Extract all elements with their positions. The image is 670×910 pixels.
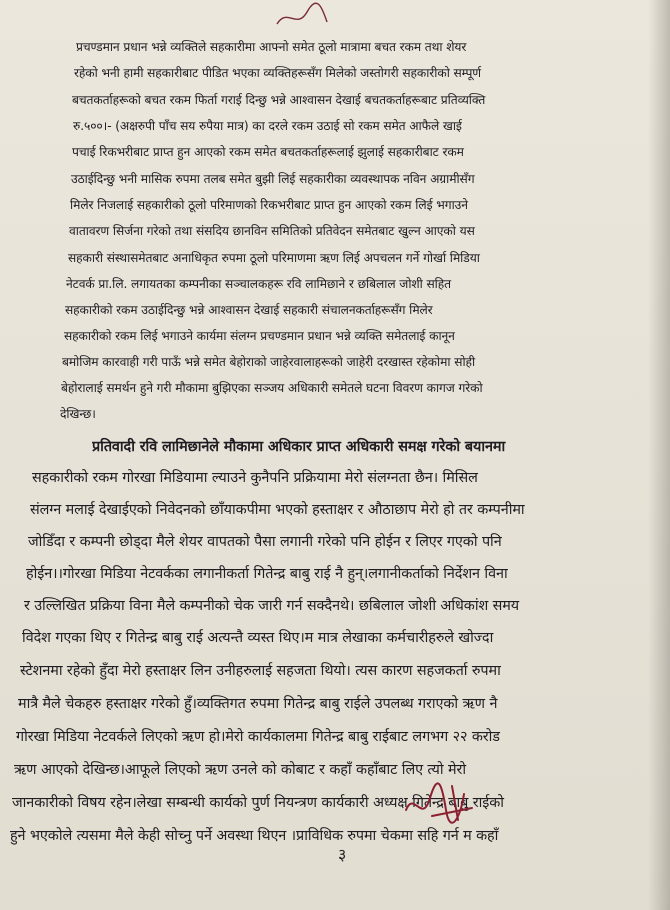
page-number: ३ [338, 845, 347, 864]
paragraph1-line: बेहोरालाई समर्थन हुने गरी मौकामा बुझिएका सञ्जय अधिकारी समेतले घटना विवरण कागज गरेको [61, 381, 483, 395]
paragraph1-line: वातावरण सिर्जना गरेको तथा संसदिय छानविन समितिको प्रतिवेदन समेतबाट खुल्न आएको यस [69, 224, 475, 238]
paragraph2-line: संलग्न मलाई देखाईएको निवेदनको छाँयाकपीमा भएको हस्ताक्षर र औठाछाप मेरो हो तर कम्पनीमा [30, 502, 525, 518]
paragraph1-line: रु.५००।- (अक्षरुपी पाँच सय रुपैया मात्र) का दरले रकम उठाई सो रकम समेत आफैले खाई [73, 119, 462, 133]
paragraph2-heading: प्रतिवादी रवि लामिछानेले मौकामा अधिकार प्राप्त अधिकारी समक्ष गरेको बयानमा [92, 439, 506, 455]
handwritten-signature [402, 780, 480, 830]
page-shadow [648, 0, 670, 910]
paragraph2-line: र उल्लिखित प्रक्रिया विना मैले कम्पनीको चेक जारी गर्न सक्दैनथे। छबिलाल जोशी अधिकांश समय [24, 598, 520, 614]
paragraph2-line: मात्रै मैले चेकहरु हस्ताक्षर गरेको हुँ।व्यक्तिगत रुपमा गितेन्द्र बाबु राईले उपलब्ध गराएको ऋण नै [18, 696, 498, 712]
paragraph2-line: सहकारीको रकम गोरखा मिडियामा ल्याउने कुनैपनि प्रक्रियामा मेरो संलग्नता छैन। मिसिल [32, 470, 478, 486]
paragraph1-line: रहेको भनी हामी सहकारीबाट पीडित भएका व्यक्तिहरूसँग मिलेको जस्तोगरी सहकारीको सम्पूर्ण [74, 66, 482, 80]
paragraph1-line: प्रचण्डमान प्रधान भन्ने व्यक्तिले सहकारीमा आफ्नो समेत ठूलो मात्रामा बचत रकम तथा शेयर [76, 40, 467, 54]
paragraph1-line: बमोजिम कारवाही गरी पाऊँ भन्ने समेत बेहोराको जाहेरवालाहरूको जाहेरी दरखास्त रहेकोमा सोही [62, 355, 476, 369]
paragraph2-line: जोडिँदा र कम्पनी छोड्दा मैले शेयर वापतको पैसा लगानी गरेको पनि होईन र लिएर गएको पनि [28, 534, 502, 550]
ink-mark [272, 2, 332, 32]
paragraph2-line: स्टेशनमा रहेको हुँदा मेरो हस्ताक्षर लिन उनीहरुलाई सहजता थियो। त्यस कारण सहजकर्ता रुपमा [20, 663, 501, 679]
paragraph2-line: जानकारीको विषय रहेन।लेखा सम्बन्धी कार्यको पुर्ण नियन्त्रण कार्यकारी अध्यक्ष गितेन्द्र बाबु राईको [12, 795, 504, 811]
paragraph2-line: विदेश गएका थिए र गितेन्द्र बाबु राई अत्यन्तै व्यस्त थिए।म मात्र लेखाका कर्मचारीहरुले खोज्दा [22, 630, 494, 646]
paragraph1-line: उठाईदिन्छु भनी मासिक रुपमा तलब समेत बुझी लिई सहकारीका व्यवस्थापक नविन अग्रामीसँग [71, 172, 475, 186]
paragraph2-line: हुने भएकोले त्यसमा मैले केही सोच्नु पर्ने अवस्था थिएन ।प्राविधिक रुपमा चेकमा सहि गर्न म कहाँ [10, 828, 499, 844]
paragraph1-line: मिलेर निजलाई सहकारीको ठूलो परिमाणको रिकभरीबाट प्राप्त हुन आएको रकम लिई भगाउने [70, 198, 468, 212]
paragraph1-line: सहकारी संस्थासमेतबाट अनाधिकृत रुपमा ठूलो परिमाणमा ऋण लिई अपचलन गर्ने गोर्खा मिडिया [68, 251, 480, 265]
paragraph1-line: पचाई रिकभरीबाट प्राप्त हुन आएको रकम समेत बचतकर्ताहरूलाई झुलाई सहकारीबाट रकम [72, 145, 464, 159]
paragraph2-line: ऋण आएको देखिन्छ।आफूले लिएको ऋण उनले को कोबाट र कहाँ कहाँबाट लिए त्यो मेरो [14, 762, 466, 778]
paragraph1-line: सहकारीको रकम लिई भगाउने कार्यमा संलग्न प्रचण्डमान प्रधान भन्ने व्यक्ति समेतलाई कानून [64, 329, 455, 343]
paragraph1-line: बचतकर्ताहरूको बचत रकम फिर्ता गराई दिन्छु भन्ने आश्वासन देखाई बचतकर्ताहरूबाट प्रतिव्यक्ति [72, 93, 486, 107]
paragraph2-line: होईन।।गोरखा मिडिया नेटवर्कका लगानीकर्ता गितेन्द्र बाबु राई नै हुन्।लगानीकर्ताको निर्देशन विना [26, 566, 508, 582]
paragraph1-line: देखिन्छ। [60, 407, 96, 421]
paragraph1-line: नेटवर्क प्रा.लि. लगायतका कम्पनीका सञ्चालकहरू रवि लामिछाने र छबिलाल जोशी सहित [66, 277, 452, 291]
paragraph1-line: सहकारीको रकम उठाईदिन्छु भन्ने आश्वासन देखाई सहकारी संचालनकर्ताहरूसँग मिलेर [65, 303, 433, 317]
paragraph2-line: गोरखा मिडिया नेटवर्कले लिएको ऋण हो।मेरो कार्यकालमा गितेन्द्र बाबु राईबाट लगभग २२ करोड [16, 729, 500, 745]
